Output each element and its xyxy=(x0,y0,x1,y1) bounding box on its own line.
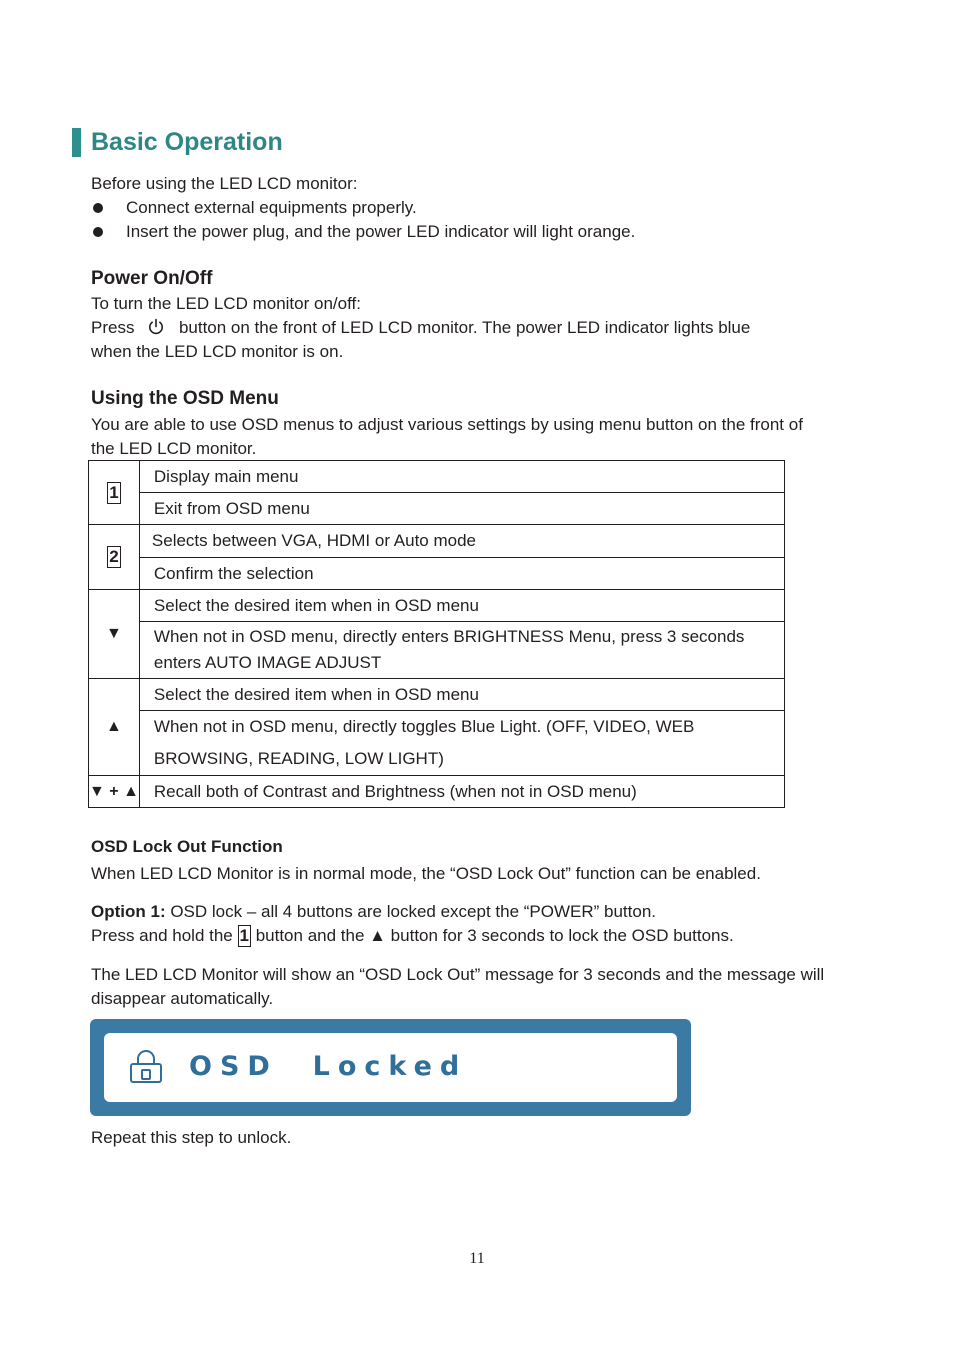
table-cell: Select the desired item when in OSD menu xyxy=(139,590,784,622)
press-label: Press xyxy=(91,318,135,337)
osd-locked-banner xyxy=(90,1019,691,1116)
option-1-line xyxy=(91,900,656,924)
cell-line: When not in OSD menu, directly toggles Blue Light. (OFF, VIDEO, WEB xyxy=(153,717,695,736)
banner-inner xyxy=(104,1033,677,1102)
repeat-line: Repeat this step to unlock. xyxy=(91,1128,292,1147)
option-1-label: Option 1: xyxy=(91,902,166,921)
power-heading: Power On/Off xyxy=(91,268,213,289)
lockout-line-1: When LED LCD Monitor is in normal mode, the “OSD Lock Out” function can be enabled. xyxy=(91,864,761,883)
table-row xyxy=(89,679,785,711)
bullet-text: Insert the power plug, and the power LED indicator will light orange. xyxy=(126,222,636,241)
table-cell: Select the desired item when in OSD menu xyxy=(139,679,784,711)
up-key-cell: ▲ xyxy=(89,679,140,776)
option-1-text: OSD lock – all 4 buttons are locked except the “POWER” button. xyxy=(165,902,657,921)
table-row xyxy=(89,776,785,808)
press-hold-text-a: Press and hold the xyxy=(91,926,233,945)
table-row xyxy=(89,558,785,590)
key-2-cell xyxy=(89,525,140,590)
key-2-label: 2 xyxy=(109,547,119,566)
lockout-heading: OSD Lock Out Function xyxy=(91,837,283,856)
key-1-cell xyxy=(89,461,140,525)
lockout-msg-1: The LED LCD Monitor will show an “OSD Lock Out” message for 3 seconds and the message will xyxy=(91,965,825,984)
key-1-label: 1 xyxy=(239,926,249,945)
title-accent-bar xyxy=(72,128,81,157)
table-row xyxy=(89,461,785,493)
page-title: Basic Operation xyxy=(91,128,283,156)
table-cell: Exit from OSD menu xyxy=(139,493,784,525)
osd-desc-1: You are able to use OSD menus to adjust various settings by using menu button on the front of xyxy=(91,415,803,434)
table-cell xyxy=(139,711,784,776)
osd-desc-2: the LED LCD monitor. xyxy=(91,439,257,458)
list-item xyxy=(91,220,635,244)
table-row xyxy=(89,493,785,525)
press-hold-line xyxy=(91,924,734,948)
table-cell xyxy=(139,622,784,679)
table-cell: Recall both of Contrast and Brightness (when not in OSD menu) xyxy=(139,776,784,808)
banner-text: OSD Locked xyxy=(189,1051,468,1082)
lock-icon xyxy=(128,1049,164,1090)
osd-button-table xyxy=(88,460,785,808)
table-row xyxy=(89,525,785,558)
press-hold-text-b: button and the ▲ button for 3 seconds to lock the OSD buttons. xyxy=(255,926,734,945)
power-line-1: To turn the LED LCD monitor on/off: xyxy=(91,294,361,313)
power-line-2-text: button on the front of LED LCD monitor. The power LED indicator lights blue xyxy=(178,318,751,337)
cell-line: When not in OSD menu, directly enters BRIGHTNESS Menu, press 3 seconds xyxy=(153,627,745,646)
table-row xyxy=(89,622,785,679)
list-item xyxy=(91,196,417,220)
combo-key-cell: ▼ + ▲ xyxy=(89,776,140,808)
bullet-icon xyxy=(93,227,103,237)
table-cell: Confirm the selection xyxy=(139,558,784,590)
bullet-text: Connect external equipments properly. xyxy=(126,198,417,217)
page-number: 11 xyxy=(469,1250,485,1267)
bullet-icon xyxy=(93,203,103,213)
lockout-msg-2: disappear automatically. xyxy=(91,989,274,1008)
cell-line: enters AUTO IMAGE ADJUST xyxy=(153,653,382,672)
table-row xyxy=(89,711,785,776)
power-line-3: when the LED LCD monitor is on. xyxy=(91,342,344,361)
power-line-2 xyxy=(91,316,750,340)
cell-line: BROWSING, READING, LOW LIGHT) xyxy=(153,749,444,768)
table-cell: Display main menu xyxy=(139,461,784,493)
table-cell: Selects between VGA, HDMI or Auto mode xyxy=(139,525,784,558)
down-key-cell: ▼ xyxy=(89,590,140,679)
table-row xyxy=(89,590,785,622)
intro-lead: Before using the LED LCD monitor: xyxy=(91,174,358,193)
power-icon xyxy=(147,318,167,338)
osd-heading: Using the OSD Menu xyxy=(91,388,279,409)
key-1-label: 1 xyxy=(109,482,119,502)
